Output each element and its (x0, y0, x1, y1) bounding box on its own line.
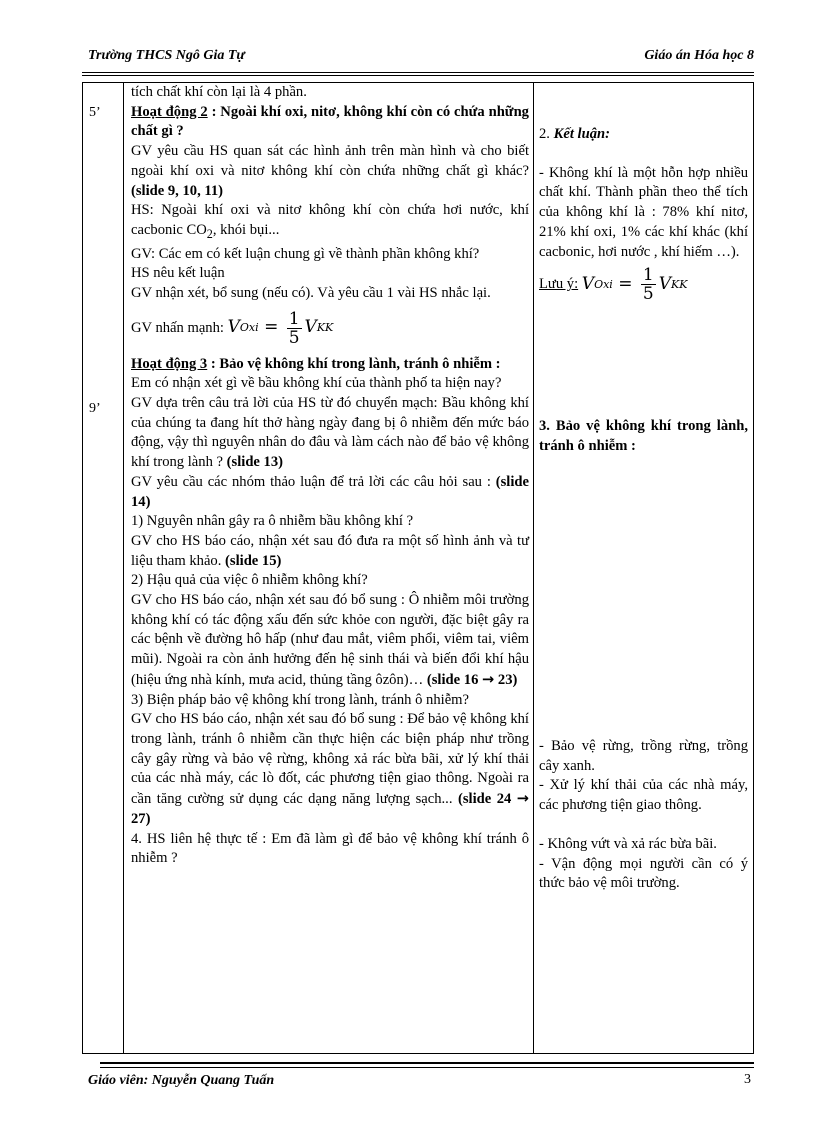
paragraph (131, 473, 529, 512)
fraction-numerator: 1 (288, 308, 300, 329)
header-subject: Giáo án Hóa học 8 (644, 48, 754, 63)
formula-symbol: V (581, 273, 595, 294)
arrow-icon: → (516, 790, 530, 808)
protection-heading: 3. Bảo vệ không khí trong lành, tránh ô nhiễm : (539, 418, 748, 454)
paragraph: HS nêu kết luận (131, 265, 225, 282)
paragraph-text: GV dựa trên câu trả lời của HS từ đó chuyển mạch: Bầu không khí của chúng ta đang hít thở hàng ngày đang bị ô nhiễm đến mức báo động, vậy thì nguyên nhân do đâu và làm cách nào để bảo vệ không khí trong lành ? (131, 395, 529, 471)
paragraph (131, 710, 529, 829)
spacer (539, 145, 748, 164)
slide-ref: 23) (497, 671, 518, 688)
paragraph: Em có nhận xét gì về bầu không khí của thành phố ta hiện nay? (131, 375, 502, 392)
note-formula (582, 266, 688, 303)
formula-fraction (287, 310, 302, 347)
slide-ref: (slide 9, 10, 11) (131, 182, 224, 199)
text-line: tích chất khí còn lại là 4 phần. (131, 84, 307, 100)
time-activity-3: 9’ (89, 401, 101, 416)
protection-heading-block (539, 417, 748, 456)
slide-ref: (slide 13) (226, 454, 284, 471)
conclusion-title: Kết luận: (553, 126, 610, 142)
fraction-denominator: 5 (288, 327, 300, 348)
formula-symbol: V (304, 317, 317, 338)
paragraph-text: GV nhấn mạnh: (131, 319, 224, 336)
formula-symbol: V (658, 273, 671, 294)
paragraph-text: GV cho HS báo cáo, nhận xét sau đó bổ sung : Ô nhiễm môi trường không khí có tác động xấu đến sức khỏe con người, đặc biệt gây ra các bệnh về đường hô hấp (như đau mắt, viêm phổi, viêm tai, viêm mũi). Ngoài ra còn ảnh hưởng đến hệ sinh thái và biến đổi khí hậu (hiệu ứng nhà kính, mưa acid, thủng tầng ôzôn)… (131, 592, 529, 688)
activity-2-heading (131, 103, 529, 142)
paragraph (131, 532, 529, 571)
paragraph (131, 201, 529, 244)
volume-formula (228, 310, 334, 347)
page-number: 3 (744, 1072, 751, 1087)
arrow-icon: → (482, 670, 495, 688)
activity-3-heading (131, 355, 529, 375)
header-rule-2 (82, 75, 754, 76)
paragraph-text: GV cho HS báo cáo, nhận xét sau đó đưa ra một số hình ảnh và tư liệu tham khảo. (131, 532, 529, 569)
paragraph: GV: Các em có kết luận chung gì về thành phần không khí? (131, 245, 480, 262)
formula-fraction (641, 266, 656, 303)
lesson-table (82, 82, 754, 1054)
footer-rule-2 (100, 1067, 754, 1068)
measure-item: - Bảo vệ rừng, trồng rừng, trồng cây xanh. (539, 738, 748, 774)
activity-2-subtitle: : Ngoài khí oxi, nitơ, không khí còn có chứa những chất gì ? (131, 103, 529, 140)
formula-subscript: KK (316, 321, 334, 335)
conclusion-block (539, 125, 748, 303)
header-rule-1 (82, 72, 754, 73)
paragraph-text: , khói bụi... (212, 221, 280, 238)
slide-ref: (slide 14) (131, 473, 529, 510)
activity-3-title: Hoạt động 3 (131, 355, 208, 372)
slide-ref: 27) (131, 810, 151, 827)
paragraph (131, 591, 529, 691)
header-school: Trường THCS Ngô Gia Tự (88, 48, 245, 63)
slide-ref: (slide 16 (426, 671, 479, 688)
table-divider-content (533, 83, 534, 1053)
activity-3-subtitle: : Bảo vệ không khí trong lành, tránh ô nhiễm : (207, 355, 501, 372)
paragraph (131, 394, 529, 473)
paragraph-text: GV yêu cầu các nhóm thảo luận để trả lời các câu hỏi sau : (131, 473, 491, 490)
footer-teacher: Giáo viên: Nguyễn Quang Tuấn (88, 1073, 275, 1088)
table-divider-time (123, 83, 124, 1053)
formula-subscript: KK (670, 277, 688, 291)
paragraph: 3) Biện pháp bảo vệ không khí trong lành, tránh ô nhiễm? (131, 691, 470, 708)
paragraph: 4. HS liên hệ thực tế : Em đã làm gì để bảo vệ không khí tránh ô nhiễm ? (131, 830, 529, 867)
subscript: 2 (206, 226, 213, 241)
footer-rule-1 (100, 1062, 754, 1064)
fraction-numerator: 1 (642, 265, 654, 286)
note-label: Lưu ý: (539, 276, 579, 293)
paragraph-text: GV cho HS báo cáo, nhận xét sau đó bổ sung : Để bảo vệ không khí trong lành, tránh ô nhiễm cần thực hiện các biện pháp như trồng cây gây rừng và bảo vệ rừng, không xả rác bừa bãi, xử lý khí thải của các nhà máy, các lò đốt, các phương tiện giao thông. Ngoài ra cần tăng cường sử dụng các dạng năng lượng sạch... (131, 711, 529, 808)
paragraph: 2) Hậu quả của việc ô nhiễm không khí? (131, 572, 368, 589)
time-activity-2: 5’ (89, 105, 101, 120)
measure-item: - Xử lý khí thải của các nhà máy, các phương tiện giao thông. (539, 777, 748, 814)
paragraph: GV nhận xét, bổ sung (nếu có). Và yêu cầu 1 vài HS nhắc lại. (131, 284, 491, 301)
note-line (539, 266, 748, 303)
teacher-student-activities (131, 83, 529, 869)
formula-subscript: Oxi (239, 321, 259, 335)
paragraph (131, 142, 529, 201)
slide-ref: (slide 15) (225, 552, 282, 569)
formula-subscript: Oxi (594, 277, 613, 291)
paragraph: 1) Nguyên nhân gây ra ô nhiễm bầu không khí ? (131, 513, 414, 530)
fraction-denominator: 5 (642, 284, 654, 305)
paragraph-text: HS: Ngoài khí oxi và nitơ không khí còn chứa hơi nước, khí cacbonic CO (131, 202, 529, 238)
measure-item: - Không vứt và xả rác bừa bãi. (539, 835, 717, 852)
activity-2-title: Hoạt động 2 (131, 103, 208, 120)
conclusion-text: - Không khí là một hỗn hợp nhiều chất khí. Thành phần theo thể tích của không khí là : 78% khí nitơ, 21% khí oxi, 1% các khí khác (khí cacbonic, hơi nước , khí hiếm …). (539, 164, 748, 260)
conclusion-heading (539, 125, 748, 145)
formula-symbol: V (227, 317, 240, 338)
measure-item: - Vận động mọi người cần có ý thức bảo vệ môi trường. (539, 855, 748, 892)
formula-line (131, 310, 529, 347)
spacer (131, 347, 529, 355)
formula-equals: = (264, 317, 279, 338)
protection-measures (539, 737, 748, 894)
paragraph-text: GV yêu cầu HS quan sát các hình ảnh trên màn hình và cho biết ngoài khí oxi và nitơ không khí còn chứa những chất gì khác? (131, 143, 529, 179)
conclusion-number: 2. (539, 126, 550, 142)
spacer (539, 816, 748, 835)
formula-equals: = (618, 273, 633, 294)
slide-ref: (slide 24 (457, 791, 512, 808)
